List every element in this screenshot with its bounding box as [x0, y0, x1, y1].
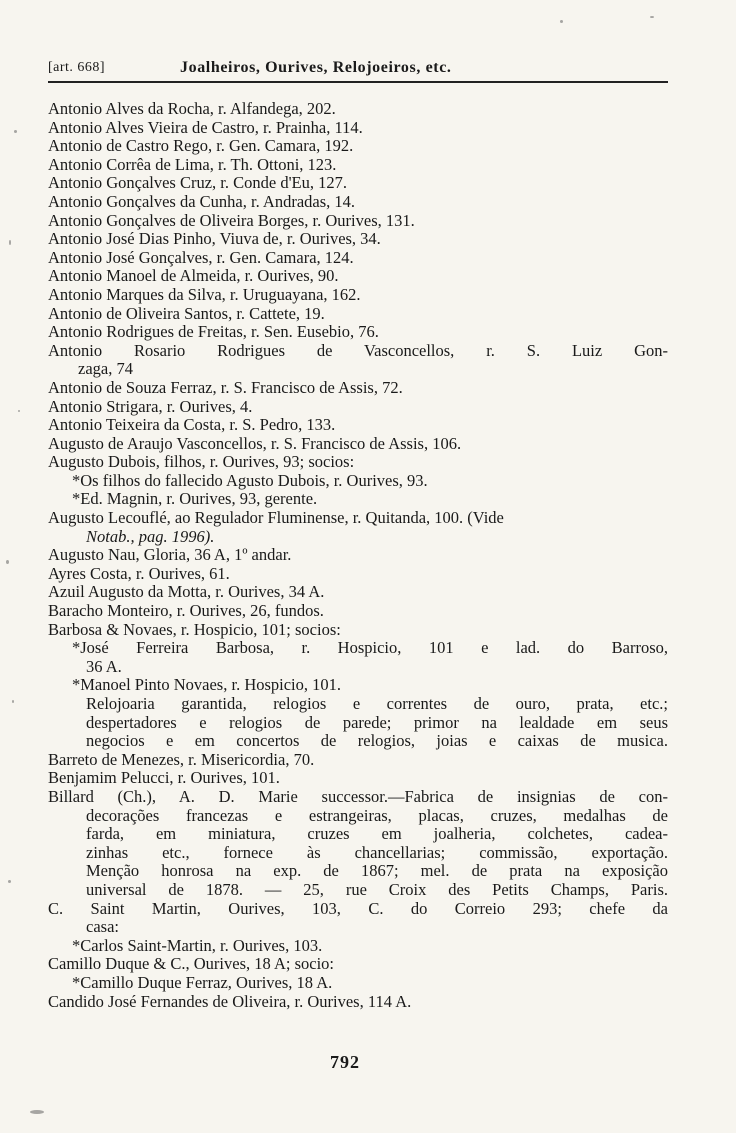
section-title: Joalheiros, Ourives, Relojoeiros, etc. — [180, 59, 452, 76]
entry-line: C. Saint Martin, Ourives, 103, C. do Correio 293; chefe da — [48, 899, 668, 918]
partner-line: *Camillo Duque Ferraz, Ourives, 18 A. — [72, 972, 333, 992]
header-rule — [48, 81, 668, 83]
entry-line: Antonio Alves da Rocha, r. Alfandega, 202. — [48, 99, 336, 118]
entry-continuation: Notab., pag. 1996). — [86, 526, 215, 546]
entry-line: Antonio Teixeira da Costa, r. S. Pedro, 133. — [48, 415, 336, 435]
page-number: 792 — [330, 1052, 360, 1072]
entry-line: Augusto Dubois, filhos, r. Ourives, 93; socios: — [48, 452, 355, 472]
entry-line: Antonio de Souza Ferraz, r. S. Francisco de Assis, 72. — [48, 377, 403, 397]
entry-line: Antonio Strigara, r. Ourives, 4. — [48, 396, 253, 416]
entry-line: Azuil Augusto da Motta, r. Ourives, 34 A. — [48, 582, 325, 602]
entry-continuation: negocios e em concertos de relogios, joias e caixas de musica. — [86, 732, 668, 751]
entry-line: Baracho Monteiro, r. Ourives, 26, fundos. — [48, 601, 324, 621]
article-reference: [art. 668] — [48, 60, 106, 75]
entry-continuation: Relojoaria garantida, relogios e correntes de ouro, prata, etc.; — [86, 695, 668, 713]
page-header — [48, 60, 668, 82]
entry-line: Antonio Gonçalves Cruz, r. Conde d'Eu, 127. — [48, 173, 348, 193]
entry-line: Antonio Marques da Silva, r. Uruguayana, 162. — [48, 284, 361, 304]
entry-continuation: decorações francezas e estrangeiras, placas, cruzes, medalhas de — [86, 806, 668, 825]
entry-continuation: universal de 1878. — 25, rue Croix des Petits Champs, Paris. — [86, 880, 668, 899]
entry-line: Ayres Costa, r. Ourives, 61. — [48, 563, 230, 583]
entry-line: Antonio José Gonçalves, r. Gen. Camara, 124. — [48, 247, 354, 267]
entry-continuation: zinhas etc., fornece às chancellarias; commissão, exportação. — [86, 843, 668, 862]
entry-line: Antonio Rodrigues de Freitas, r. Sen. Eusebio, 76. — [48, 322, 379, 342]
partner-line: *José Ferreira Barbosa, r. Hospicio, 101 e lad. do Barroso, — [72, 639, 668, 658]
entry-line: Benjamim Pelucci, r. Ourives, 101. — [48, 768, 280, 788]
entry-continuation: Menção honrosa na exp. de 1867; mel. de prata na exposição — [86, 862, 668, 881]
entry-line: Antonio Gonçalves da Cunha, r. Andradas, 14. — [48, 191, 356, 211]
entry-line: Antonio Corrêa de Lima, r. Th. Ottoni, 123. — [48, 154, 337, 174]
entry-line: Antonio de Oliveira Santos, r. Cattete, 19. — [48, 303, 325, 323]
entry-continuation: zaga, 74 — [78, 359, 133, 379]
directory-entries — [48, 100, 668, 1011]
partner-line: *Carlos Saint-Martin, r. Ourives, 103. — [72, 935, 323, 955]
entry-line: Billard (Ch.), A. D. Marie successor.—Fabrica de insignias de con- — [48, 787, 668, 806]
entry-line: Barbosa & Novaes, r. Hospicio, 101; socios: — [48, 619, 341, 639]
partner-line: *Os filhos do fallecido Agusto Dubois, r. Ourives, 93. — [72, 470, 428, 490]
entry-line: Antonio Alves Vieira de Castro, r. Prainha, 114. — [48, 117, 363, 137]
entry-continuation: casa: — [86, 917, 119, 937]
entry-line: Antonio José Dias Pinho, Viuva de, r. Ourives, 34. — [48, 229, 381, 249]
entry-line: Candido José Fernandes de Oliveira, r. Ourives, 114 A. — [48, 991, 412, 1011]
entry-line: Antonio Manoel de Almeida, r. Ourives, 90. — [48, 266, 339, 286]
entry-line: Augusto Lecouflé, ao Regulador Fluminense, r. Quitanda, 100. (Vide — [48, 508, 504, 528]
entry-line: Antonio Gonçalves de Oliveira Borges, r. Ourives, 131. — [48, 210, 415, 230]
entry-line: Augusto de Araujo Vasconcellos, r. S. Francisco de Assis, 106. — [48, 433, 462, 453]
entry-line: Camillo Duque & C., Ourives, 18 A; socio: — [48, 954, 334, 974]
partner-line: *Ed. Magnin, r. Ourives, 93, gerente. — [72, 489, 318, 509]
entry-continuation: despertadores e relogios de parede; primor na lealdade em seus — [86, 713, 668, 732]
entry-continuation: 36 A. — [86, 656, 122, 676]
entry-line: Antonio Rosario Rodrigues de Vasconcellos, r. S. Luiz Gon- — [48, 341, 668, 360]
entry-continuation: farda, em miniatura, cruzes em joalheria, colchetes, cadea- — [86, 825, 668, 844]
entry-line: Augusto Nau, Gloria, 36 A, 1º andar. — [48, 545, 292, 565]
entry-line: Antonio de Castro Rego, r. Gen. Camara, 192. — [48, 136, 354, 156]
entry-line: Barreto de Menezes, r. Misericordia, 70. — [48, 749, 315, 769]
partner-line: *Manoel Pinto Novaes, r. Hospicio, 101. — [72, 675, 342, 695]
